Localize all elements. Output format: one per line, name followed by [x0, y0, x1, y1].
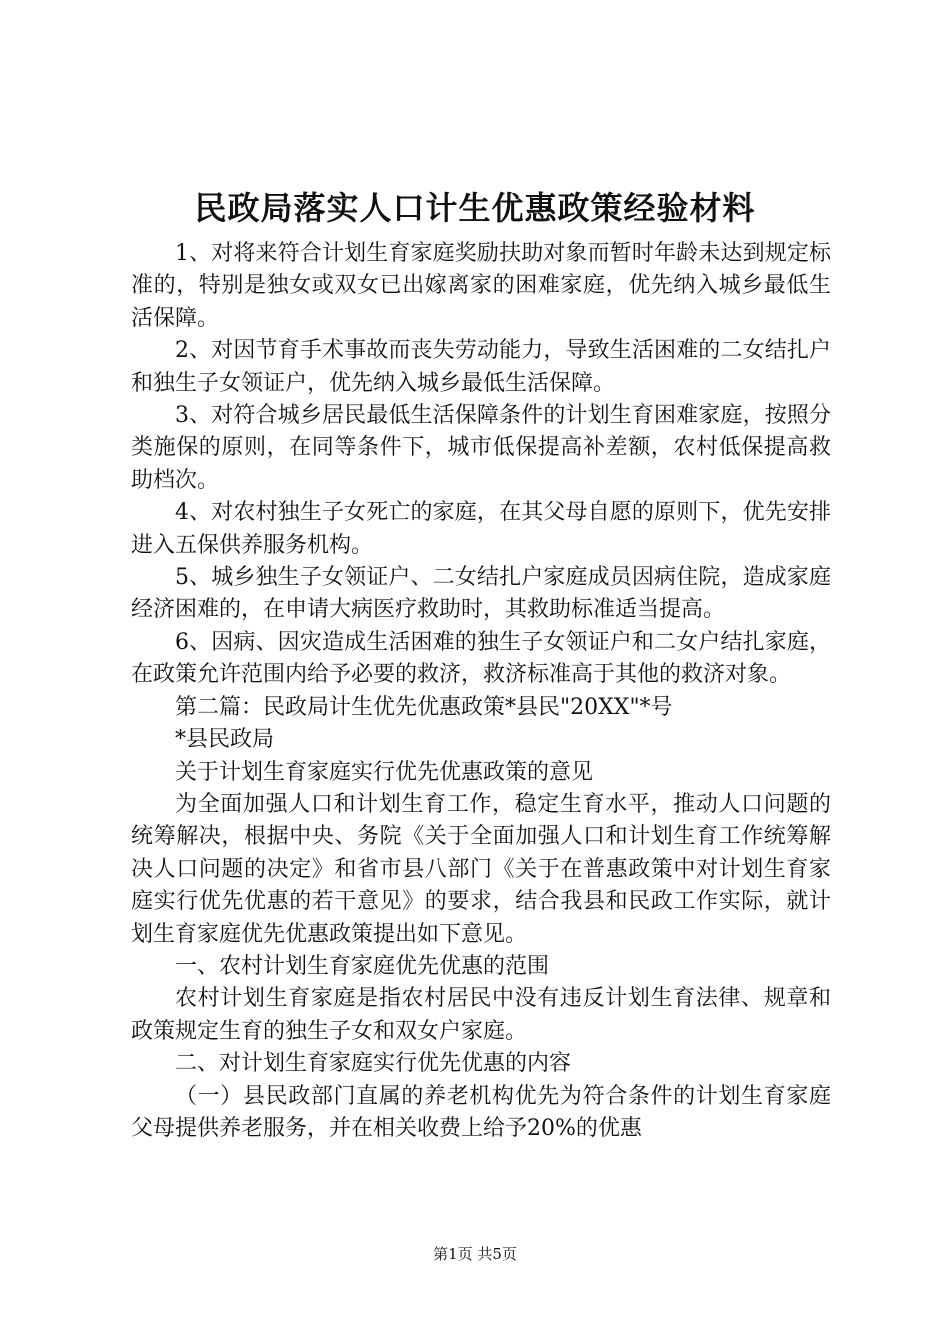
issuer-line: *县民政局 [175, 727, 275, 753]
paragraph: （一）县民政部门直属的养老机构优先为符合条件的计划生育家庭父母提供养老服务，并在相关收费上给予20%的优惠 [131, 1083, 831, 1141]
paragraph: 农村计划生育家庭是指农村居民中没有违反计划生育法律、规章和政策规定生育的独生子女和双女户家庭。 [131, 986, 831, 1044]
section-heading: 第二篇：民政局计生优先优惠政策*县民"20XX"*号 [175, 694, 673, 720]
document-body [131, 238, 831, 1145]
paragraph: 1、对将来符合计划生育家庭奖励扶助对象而暂时年龄未达到规定标准的，特别是独女或双女已出嫁离家的困难家庭，优先纳入城乡最低生活保障。 [131, 241, 831, 331]
page-footer: 第1页 共5页 [433, 1245, 517, 1263]
section-heading: 二、对计划生育家庭实行优先优惠的内容 [175, 1051, 572, 1077]
paragraph: 3、对符合城乡居民最低生活保障条件的计划生育困难家庭，按照分类施保的原则，在同等条件下，城市低保提高补差额，农村低保提高救助档次。 [131, 403, 831, 493]
paragraph: 2、对因节育手术事故而丧失劳动能力，导致生活困难的二女结扎户和独生子女领证户，优先纳入城乡最低生活保障。 [131, 338, 831, 396]
section-heading: 一、农村计划生育家庭优先优惠的范围 [175, 953, 550, 979]
document-title: 民政局落实人口计生优惠政策经验材料 [194, 189, 756, 227]
paragraph: 4、对农村独生子女死亡的家庭，在其父母自愿的原则下，优先安排进入五保供养服务机构。 [131, 500, 831, 558]
paragraph: 为全面加强人口和计划生育工作，稳定生育水平，推动人口问题的统筹解决，根据中央、务院《关于全面加强人口和计划生育工作统筹解决人口问题的决定》和省市县八部门《关于在普惠政策中对计划生育家庭实行优先优惠的若干意见》的要求，结合我县和民政工作实际，就计划生育家庭优先优惠政策提出如下意见。 [131, 791, 831, 947]
paragraph: 5、城乡独生子女领证户、二女结扎户家庭成员因病住院，造成家庭经济困难的，在申请大病医疗救助时，其救助标准适当提高。 [131, 565, 831, 623]
document-subtitle: 关于计划生育家庭实行优先优惠政策的意见 [175, 759, 594, 785]
paragraph: 6、因病、因灾造成生活困难的独生子女领证户和二女户结扎家庭，在政策允许范围内给予必要的救济，救济标准高于其他的救济对象。 [131, 629, 831, 688]
